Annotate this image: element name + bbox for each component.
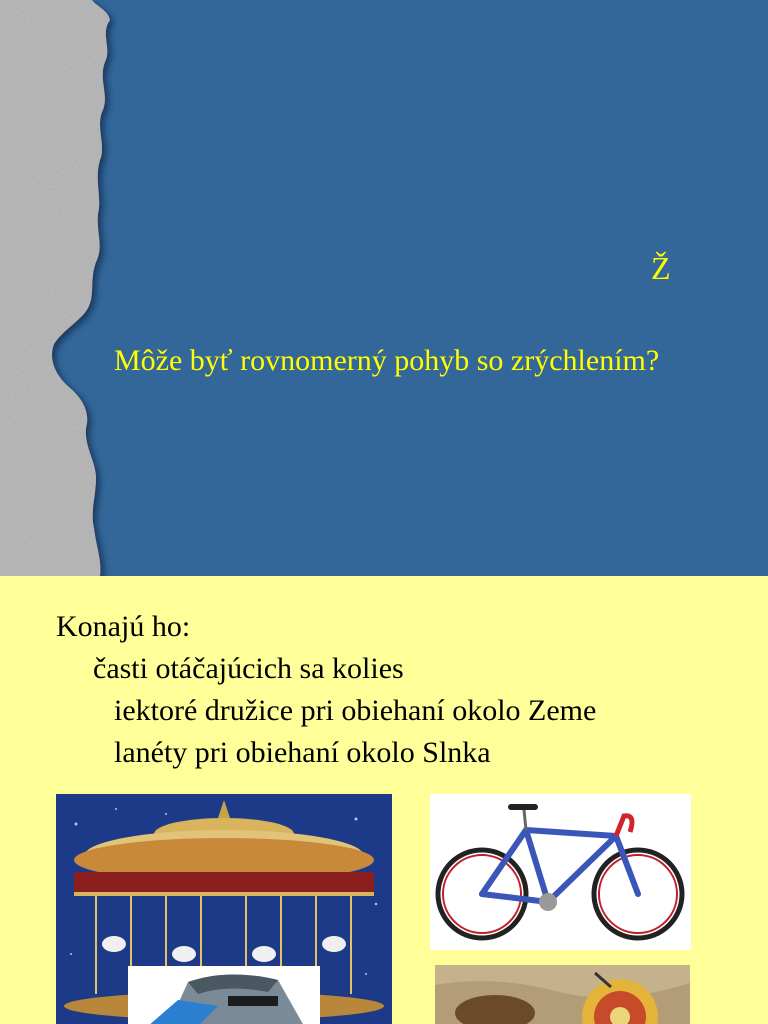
list-item: časti otáčajúcich sa kolies (93, 652, 404, 685)
list-heading: Konajú ho: (56, 610, 191, 643)
content-slide (0, 576, 768, 1024)
circular-saw-photo (128, 966, 320, 1024)
bicycle-photo (430, 794, 691, 950)
slide-letter: Ž (651, 250, 671, 286)
list-item: lanéty pri obiehaní okolo Slnka (114, 736, 491, 769)
list-item: iektoré družice pri obiehaní okolo Zeme (114, 694, 597, 727)
slide-question: Môže byť rovnomerný pohyb so zrýchlením? (114, 344, 660, 377)
spinning-wheel-photo (435, 965, 690, 1024)
